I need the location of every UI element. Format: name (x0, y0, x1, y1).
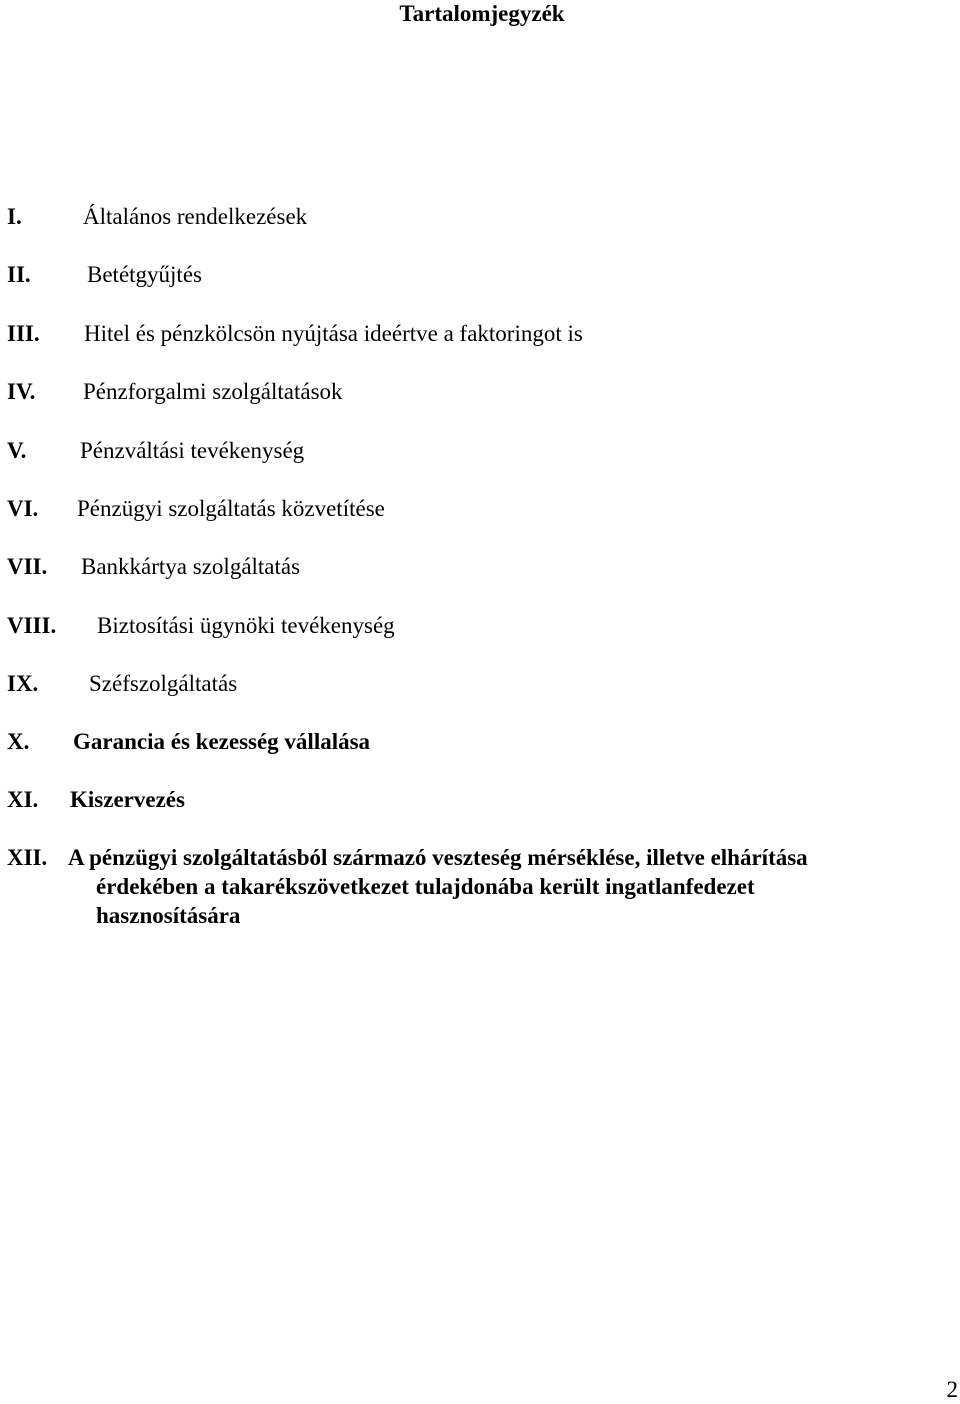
toc-item-text: Kiszervezés (70, 787, 185, 812)
toc-item-number: V. (7, 438, 27, 463)
toc-item-text: Pénzforgalmi szolgáltatások (83, 379, 343, 404)
toc-item-text: Széfszolgáltatás (89, 671, 238, 696)
toc-item-number: VIII. (7, 613, 57, 638)
page-number: 2 (946, 1377, 958, 1402)
toc-item-text (68, 843, 898, 930)
toc-item-text: Általános rendelkezések (83, 204, 308, 229)
toc-item-number: IX. (7, 671, 39, 696)
toc-item-number: VI. (7, 496, 39, 521)
toc-item-number: XII. (7, 845, 48, 870)
toc-item-text-line: érdekében a takarékszövetkezet tulajdonába került ingatlanfedezet (96, 874, 755, 899)
toc-item-text-line: A pénzügyi szolgáltatásból származó veszteség mérséklése, illetve elhárítása (68, 845, 808, 870)
toc-item-number: VII. (7, 554, 48, 579)
toc-item-number: II. (7, 262, 31, 287)
page-title: Tartalomjegyzék (399, 1, 565, 26)
toc-item-number: IV. (7, 379, 36, 404)
toc-item-number: I. (7, 204, 22, 229)
toc-item-text-line: hasznosítására (96, 903, 241, 928)
toc-item-text: Biztosítási ügynöki tevékenység (97, 613, 395, 638)
toc-item-text: Betétgyűjtés (87, 262, 202, 287)
toc-item-text: Pénzváltási tevékenység (80, 438, 305, 463)
toc-item-number: III. (7, 321, 40, 346)
toc-item-text: Hitel és pénzkölcsön nyújtása ideértve a faktoringot is (84, 321, 583, 346)
toc-item-number: X. (7, 729, 30, 754)
toc-item-text: Garancia és kezesség vállalása (73, 729, 371, 754)
toc-item-number: XI. (7, 787, 39, 812)
toc-item-text: Pénzügyi szolgáltatás közvetítése (77, 496, 385, 521)
toc-item-text: Bankkártya szolgáltatás (81, 554, 301, 579)
